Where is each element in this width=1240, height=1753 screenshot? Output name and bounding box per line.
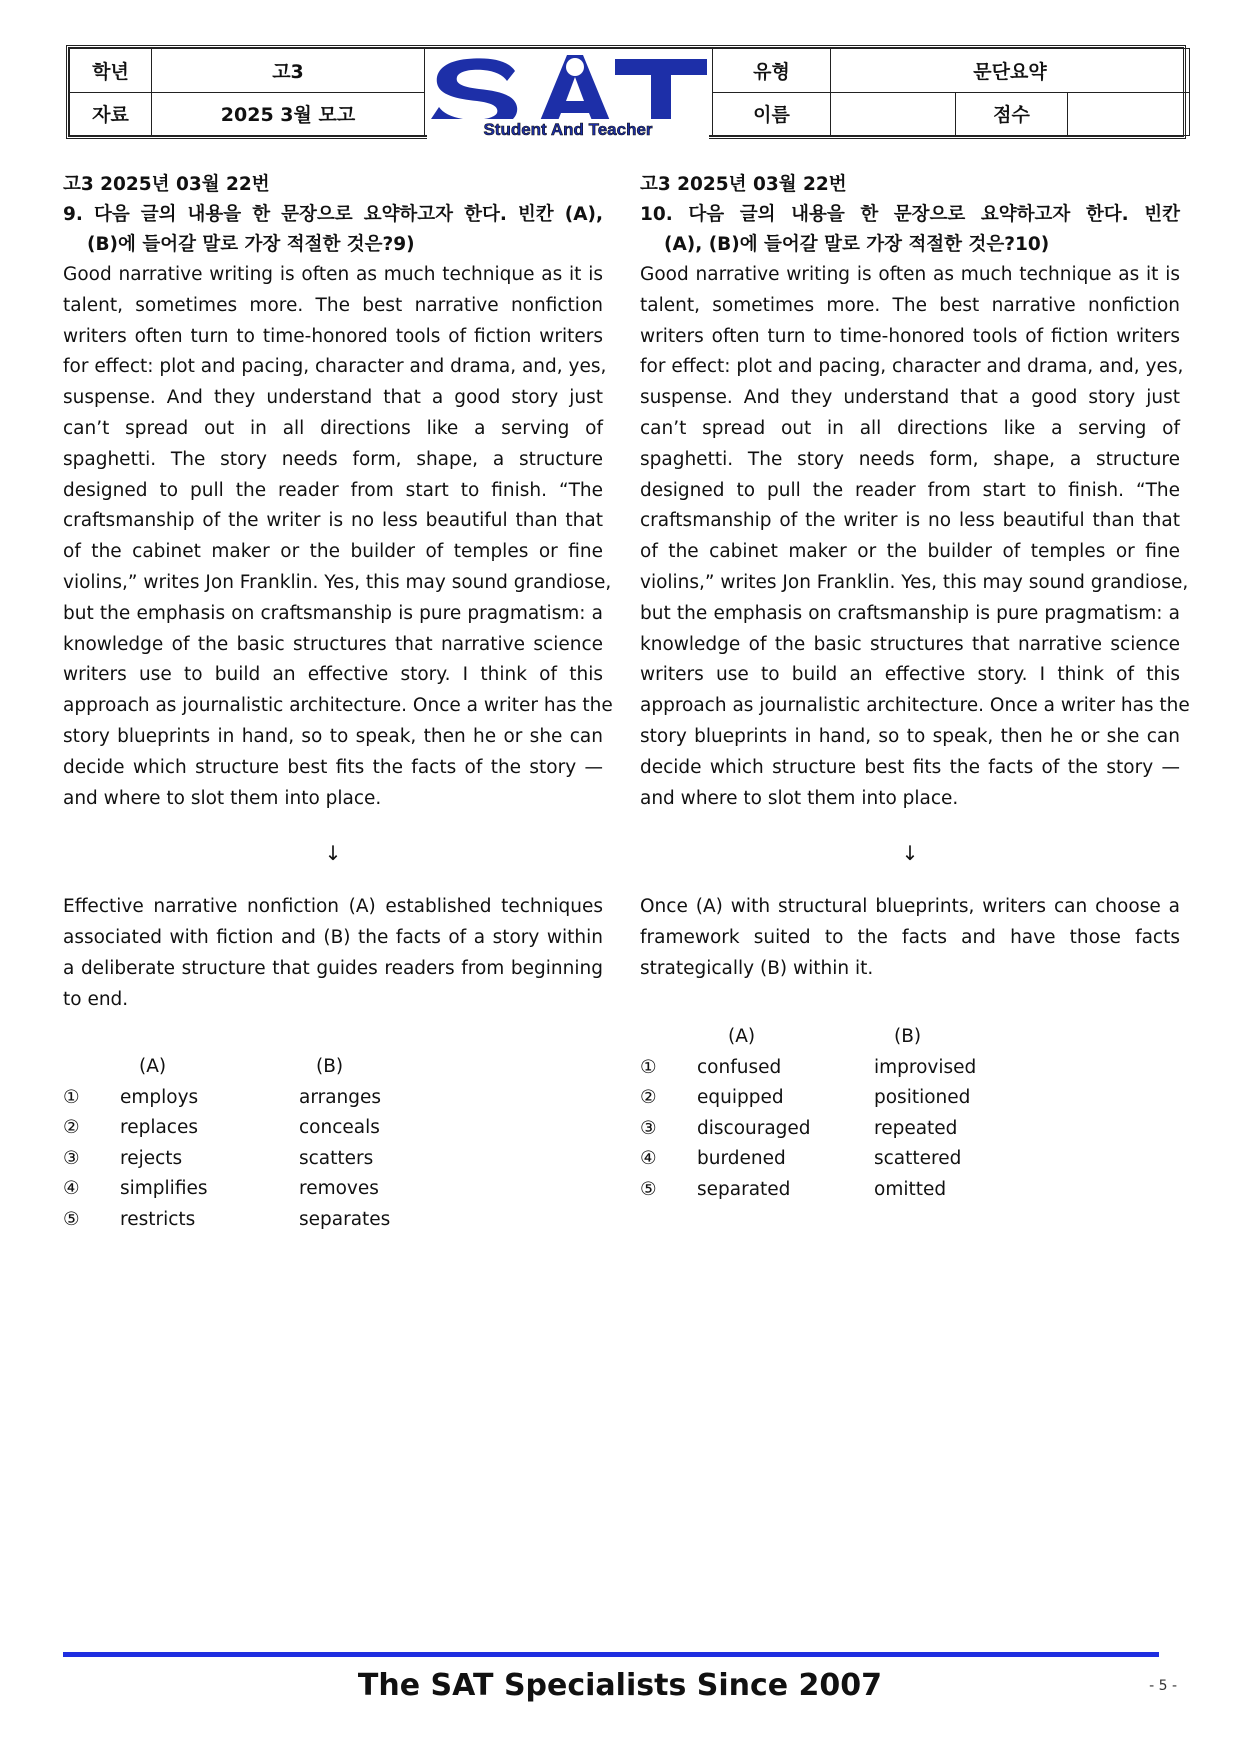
passage-line: writers often turn to time-honored tools of fiction writers <box>640 325 1180 347</box>
footer-slogan: The SAT Specialists Since 2007 <box>357 1668 883 1703</box>
passage-line: of the cabinet maker or the builder of temples or fine <box>640 541 1180 563</box>
question-prompt-line2: (A), (B)에 들어갈 말로 가장 적절한 것은?10) <box>664 234 1050 255</box>
option-a-text: separated <box>697 1178 791 1200</box>
down-arrow-icon: ↓ <box>324 841 342 866</box>
down-arrow-icon: ↓ <box>901 841 919 866</box>
question-source: 고3 2025년 03월 22번 <box>640 174 847 195</box>
passage-line: suspense. And they understand that a good story just <box>640 387 1180 409</box>
answer-option-4[interactable] <box>640 1144 1180 1175</box>
type-label: 유형 <box>713 49 831 93</box>
option-a-text: equipped <box>697 1087 784 1109</box>
column-b-header: (B) <box>316 1056 344 1077</box>
answer-option-5[interactable] <box>640 1175 1180 1206</box>
summary-line: to end. <box>63 988 129 1010</box>
option-b-text: scattered <box>874 1148 962 1170</box>
option-b-text: repeated <box>874 1117 958 1139</box>
passage-line: decide which structure best fits the facts of the story — <box>640 756 1180 778</box>
summary-line: Effective narrative nonfiction (A) established techniques <box>63 896 603 918</box>
question-10 <box>640 170 1190 985</box>
footer-divider <box>63 1652 1159 1657</box>
passage-line: craftsmanship of the writer is no less beautiful than that <box>63 510 603 532</box>
passage-line: knowledge of the basic structures that narrative science <box>63 633 603 655</box>
summary-sentence <box>640 892 1180 984</box>
column-a-header: (A) <box>728 1026 756 1047</box>
option-a-text: restricts <box>120 1208 196 1230</box>
material-label: 자료 <box>70 92 152 136</box>
passage <box>63 260 613 814</box>
passage-line: spaghetti. The story needs form, shape, a structure <box>63 448 603 470</box>
page-number: - 5 - <box>1149 1678 1177 1694</box>
passage-line: can’t spread out in all directions like a serving of <box>640 417 1180 439</box>
question-9 <box>63 170 613 1016</box>
question-prompt-line2: (B)에 들어갈 말로 가장 적절한 것은?9) <box>87 234 415 255</box>
option-a-text: replaces <box>120 1117 198 1139</box>
summary-line: strategically (B) within it. <box>640 957 874 979</box>
passage-line: Good narrative writing is often as much technique as it is <box>63 264 603 285</box>
passage-line: designed to pull the reader from start to finish. “The <box>640 479 1180 501</box>
score-field[interactable] <box>1068 92 1190 136</box>
name-label: 이름 <box>713 92 831 136</box>
passage-line: violins,” writes Jon Franklin. Yes, this may sound grandiose, <box>640 571 1189 593</box>
options-header <box>640 1022 1180 1053</box>
passage-line: talent, sometimes more. The best narrative nonfiction <box>640 294 1180 316</box>
question-prompt-line1: 10. 다음 글의 내용을 한 문장으로 요약하고자 한다. 빈칸 <box>640 204 1180 225</box>
summary-line: associated with fiction and (B) the facts of a story within <box>63 927 603 949</box>
passage-line: for effect: plot and pacing, character and drama, and, yes, <box>640 356 1184 378</box>
passage-line: story blueprints in hand, so to speak, then he or she can <box>63 725 603 747</box>
option-number: ⑤ <box>63 1208 80 1230</box>
column-a-header: (A) <box>139 1056 167 1077</box>
option-a-text: confused <box>697 1056 782 1078</box>
passage-line: writers use to build an effective story. I think of this <box>63 664 603 686</box>
option-b-text: conceals <box>299 1117 380 1139</box>
answer-option-1[interactable] <box>63 1083 603 1114</box>
option-number: ③ <box>63 1147 80 1169</box>
option-b-text: removes <box>299 1178 379 1200</box>
passage-line: can’t spread out in all directions like a serving of <box>63 417 603 439</box>
option-a-text: simplifies <box>120 1178 208 1200</box>
passage-line: suspense. And they understand that a good story just <box>63 387 603 409</box>
summary-line: Once (A) with structural blueprints, writers can choose a <box>640 896 1180 918</box>
option-b-text: arranges <box>299 1086 382 1108</box>
summary-line: a deliberate structure that guides readers from beginning <box>63 957 603 979</box>
option-b-text: scatters <box>299 1147 374 1169</box>
passage-line: for effect: plot and pacing, character and drama, and, yes, <box>63 356 607 378</box>
option-number: ① <box>63 1086 80 1108</box>
answer-option-4[interactable] <box>63 1174 603 1205</box>
answer-option-1[interactable] <box>640 1053 1180 1084</box>
grade-label: 학년 <box>70 49 152 93</box>
passage-line: approach as journalistic architecture. Once a writer has the <box>640 695 1190 717</box>
answer-option-2[interactable] <box>640 1083 1180 1114</box>
column-b-header: (B) <box>894 1026 922 1047</box>
passage-line: story blueprints in hand, so to speak, then he or she can <box>640 725 1180 747</box>
passage-line: and where to slot them into place. <box>63 787 382 809</box>
summary-sentence <box>63 892 603 1015</box>
passage-line: spaghetti. The story needs form, shape, a structure <box>640 448 1180 470</box>
passage-line: of the cabinet maker or the builder of temples or fine <box>63 541 603 563</box>
question-source: 고3 2025년 03월 22번 <box>63 174 270 195</box>
score-label: 점수 <box>956 92 1068 136</box>
answer-option-3[interactable] <box>63 1144 603 1175</box>
passage-line: writers use to build an effective story. I think of this <box>640 664 1180 686</box>
passage <box>640 260 1190 814</box>
passage-line: Good narrative writing is often as much technique as it is <box>640 264 1180 285</box>
passage-line: decide which structure best fits the facts of the story — <box>63 756 603 778</box>
sat-logo-graphic <box>427 49 709 139</box>
passage-line: violins,” writes Jon Franklin. Yes, this may sound grandiose, <box>63 571 612 593</box>
passage-line: craftsmanship of the writer is no less beautiful than that <box>640 510 1180 532</box>
material-value: 2025 3월 모고 <box>152 92 425 136</box>
option-b-text: separates <box>299 1208 391 1230</box>
passage-line: approach as journalistic architecture. Once a writer has the <box>63 695 613 717</box>
option-b-text: omitted <box>874 1178 947 1200</box>
option-number: ⑤ <box>640 1178 657 1200</box>
answer-option-2[interactable] <box>63 1113 603 1144</box>
option-number: ④ <box>63 1178 80 1200</box>
option-b-text: positioned <box>874 1087 971 1109</box>
sat-logo <box>425 49 713 139</box>
option-number: ③ <box>640 1117 657 1139</box>
passage-line: knowledge of the basic structures that narrative science <box>640 633 1180 655</box>
option-b-text: improvised <box>874 1056 977 1078</box>
question-prompt-line1: 9. 다음 글의 내용을 한 문장으로 요약하고자 한다. 빈칸 (A), <box>63 204 603 225</box>
option-number: ① <box>640 1056 657 1078</box>
option-a-text: burdened <box>697 1148 786 1170</box>
passage-line: designed to pull the reader from start to finish. “The <box>63 479 603 501</box>
passage-line: but the emphasis on craftsmanship is pure pragmatism: a <box>63 602 603 624</box>
name-field[interactable] <box>831 92 956 136</box>
grade-value: 고3 <box>152 49 425 93</box>
option-number: ④ <box>640 1148 657 1170</box>
passage-line: talent, sometimes more. The best narrative nonfiction <box>63 294 603 316</box>
summary-line: framework suited to the facts and have those facts <box>640 927 1180 949</box>
answer-options-10 <box>640 1022 1180 1206</box>
passage-line: and where to slot them into place. <box>640 787 959 809</box>
option-a-text: discouraged <box>697 1117 811 1139</box>
answer-option-3[interactable] <box>640 1114 1180 1145</box>
answer-options-9 <box>63 1052 603 1236</box>
type-value: 문단요약 <box>831 49 1190 93</box>
answer-option-5[interactable] <box>63 1205 603 1236</box>
passage-line: but the emphasis on craftsmanship is pure pragmatism: a <box>640 602 1180 624</box>
option-a-text: employs <box>120 1086 199 1108</box>
header-table <box>66 45 1186 139</box>
options-header <box>63 1052 603 1083</box>
svg-text:Student And Teacher: Student And Teacher <box>483 120 653 139</box>
option-number: ② <box>63 1117 80 1139</box>
option-a-text: rejects <box>120 1147 183 1169</box>
passage-line: writers often turn to time-honored tools of fiction writers <box>63 325 603 347</box>
option-number: ② <box>640 1087 657 1109</box>
